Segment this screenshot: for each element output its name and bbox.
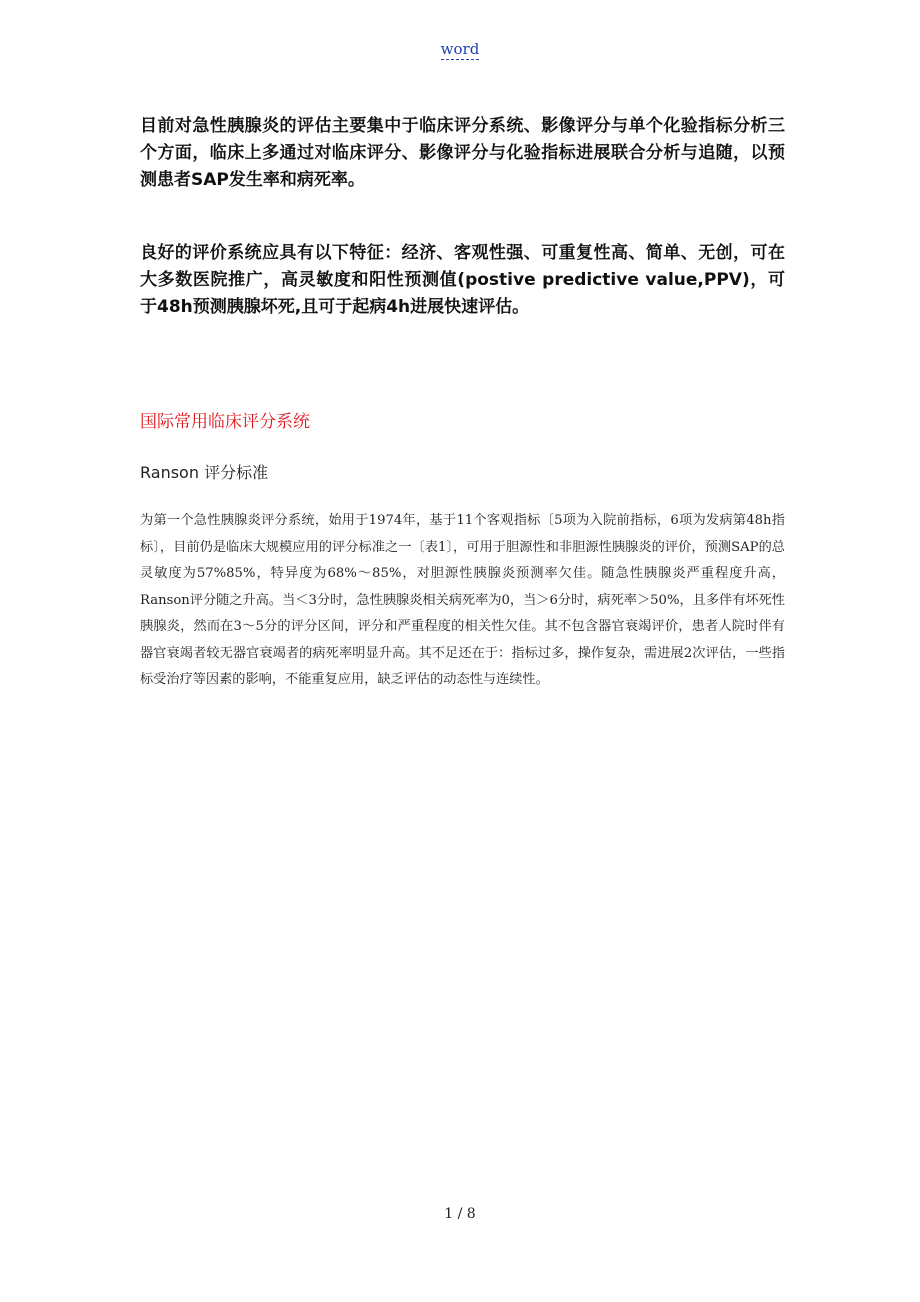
ranson-description-paragraph: 为第一个急性胰腺炎评分系统，始用于1974年，基于11个客观指标〔5项为入院前指标，6项为发病第48h指标〕，目前仍是临床大规模应用的评分标准之一〔表1〕，可用于胆源性和非胆源性胰腺炎的评价，预测SAP的总灵敏度为57%85%，特异度为68%～85%，对胆源性胰腺炎预测率欠佳。随急性胰腺炎严重程度升高，Ranson评分随之升高。当＜3分时，急性胰腺炎相关病死率为0，当＞6分时，病死率＞50%，且多伴有坏死性胰腺炎，然而在3～5分的评分区间，评分和严重程度的相关性欠佳。其不包含器官衰竭评价，患者人院时伴有器官衰竭者较无器官衰竭者的病死率明显升高。其不足还在于：指标过多，操作复杂，需进展2次评估，一些指标受治疗等因素的影响，不能重复应用，缺乏评估的动态性与连续性。 [140,513,785,687]
intro-paragraph: 目前对急性胰腺炎的评估主要集中于临床评分系统、影像评分与单个化验指标分析三个方面，临床上多通过对临床评分、影像评分与化验指标进展联合分析与追随，以预测患者SAP发生率和病死率。 [140,116,785,190]
header-word-link[interactable]: word [440,40,480,58]
page-number: 1 / 8 [444,1206,476,1222]
section-heading: 国际常用临床评分系统 [140,412,310,432]
header-word-link-container [0,40,920,58]
subsection-heading: Ranson 评分标准 [140,463,269,482]
criteria-paragraph: 良好的评价系统应具有以下特征：经济、客观性强、可重复性高、简单、无创，可在大多数医院推广，高灵敏度和阳性预测值(postive predictive value,PPV)，可于48h预测胰腺坏死,且可于起病4h进展快速评估。 [140,243,785,317]
